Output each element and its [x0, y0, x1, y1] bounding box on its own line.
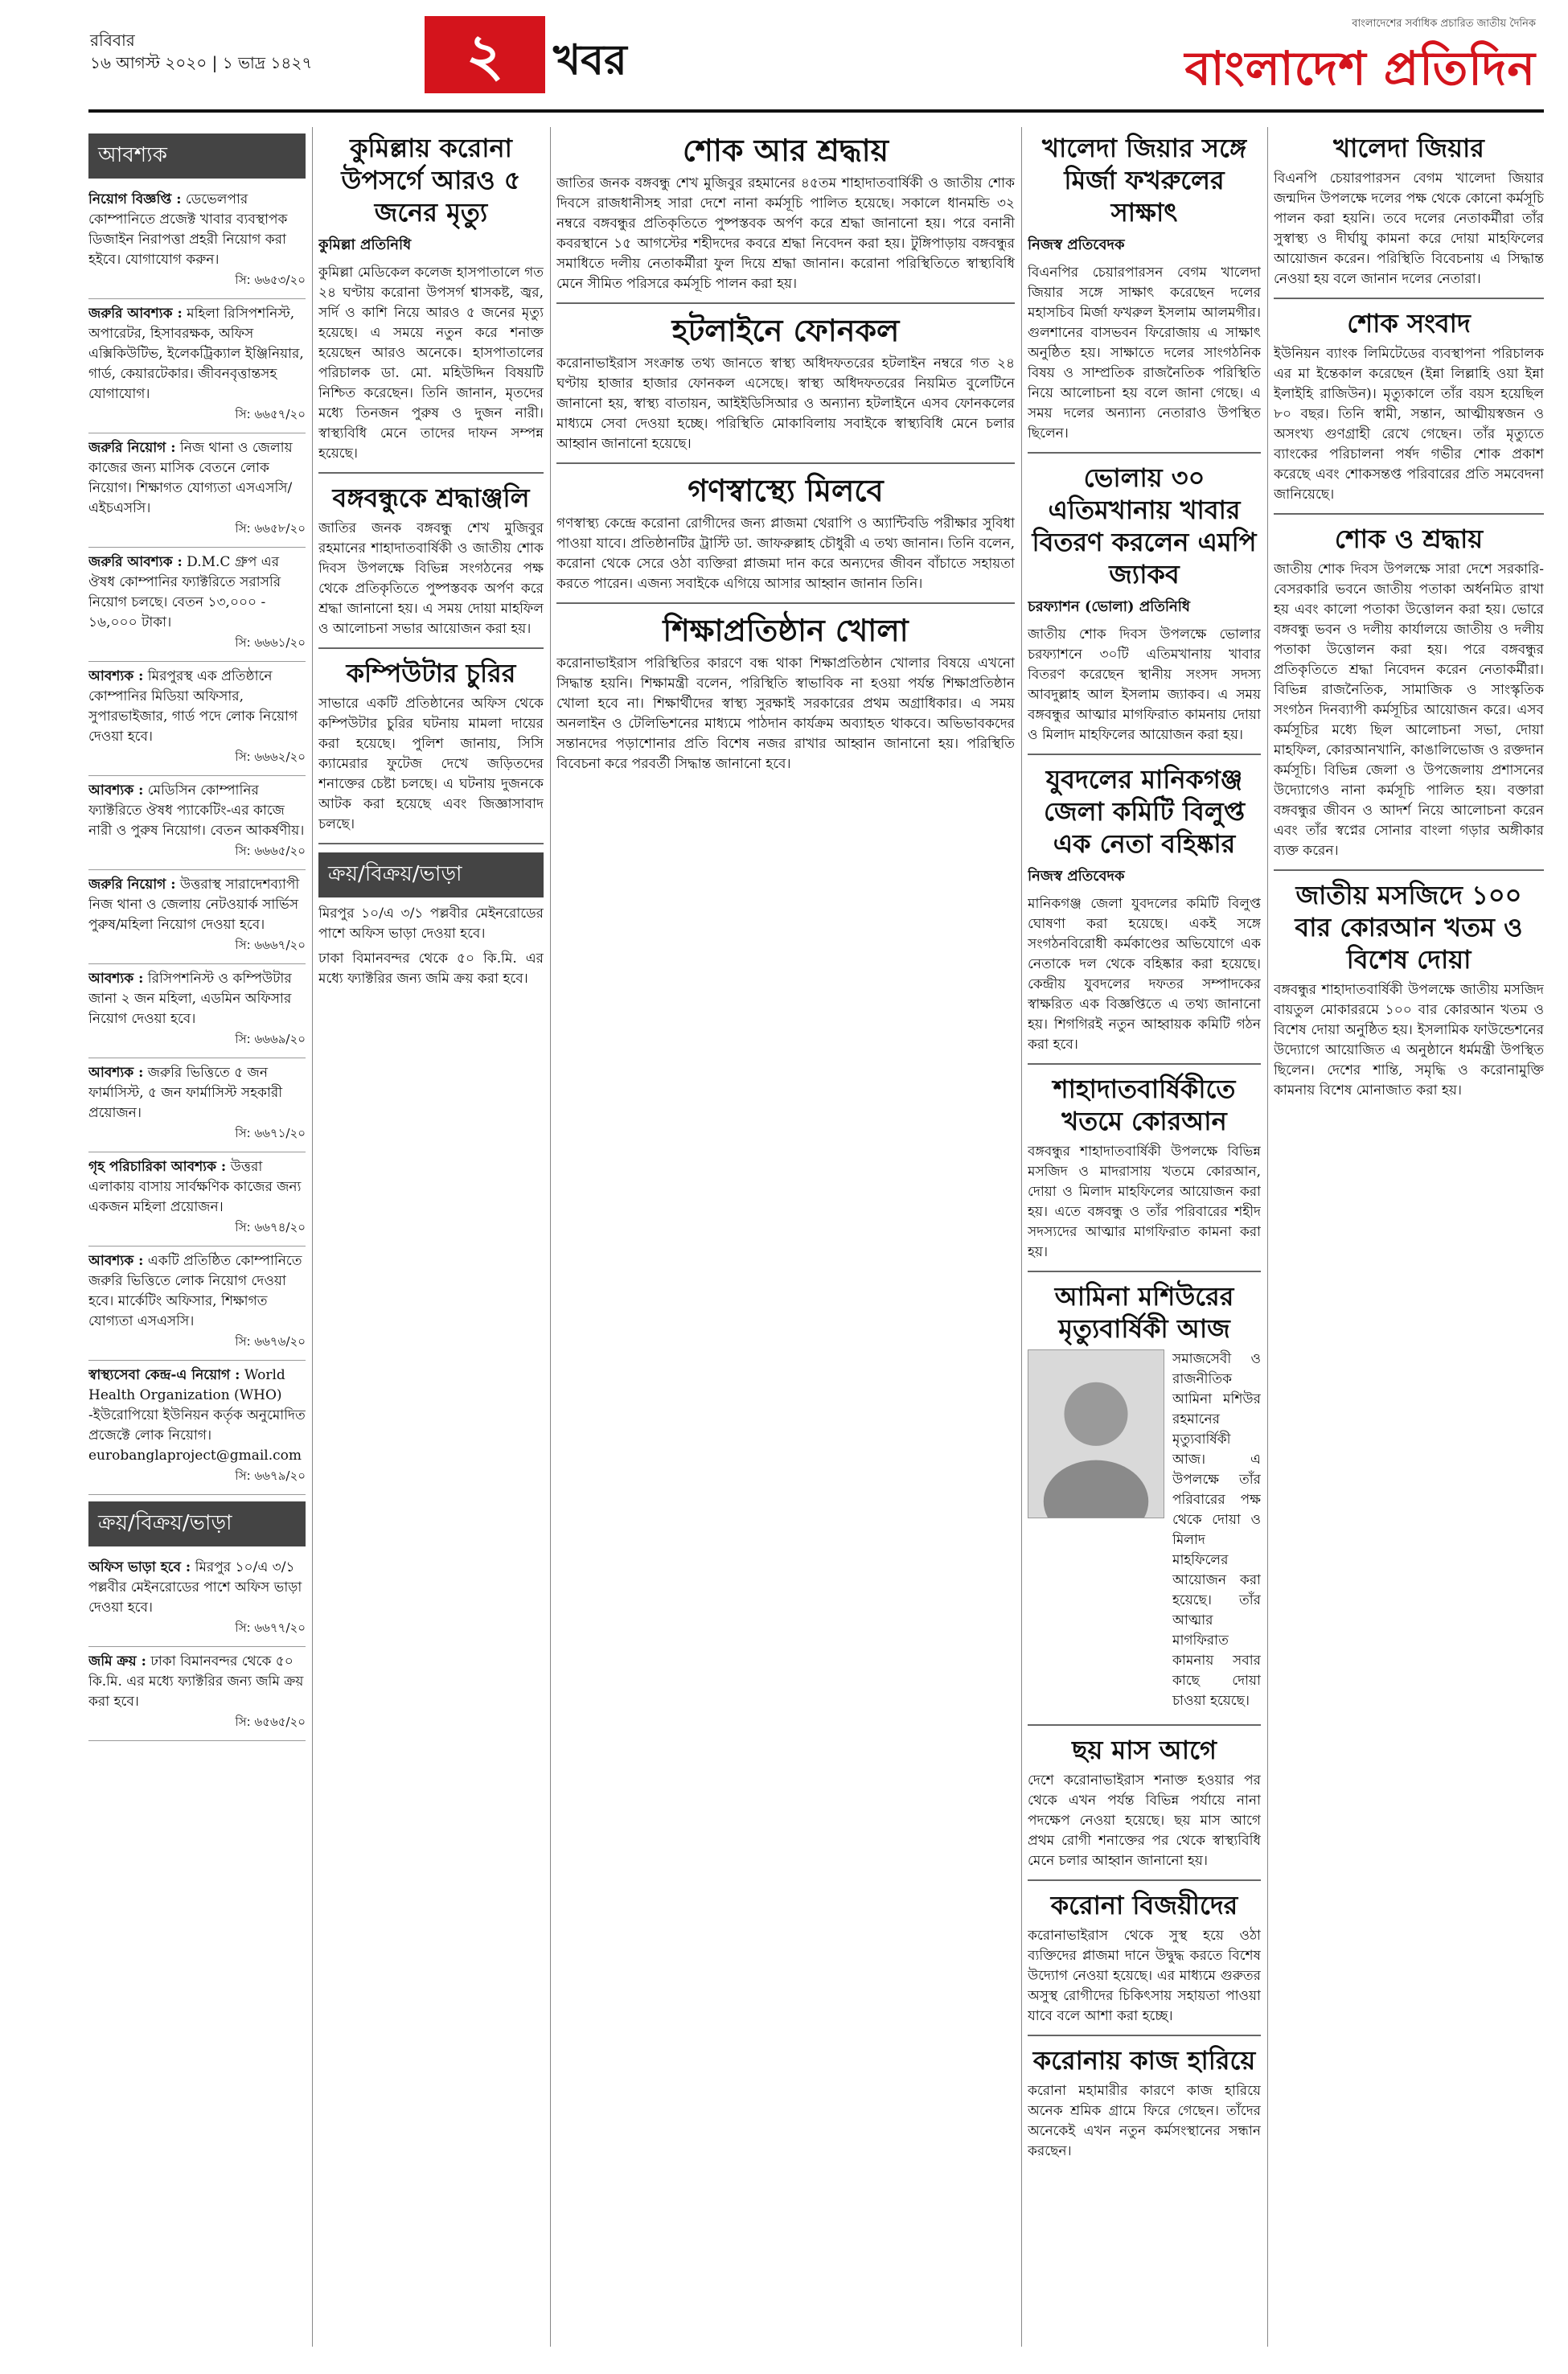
ad-text: ঢাকা বিমানবন্দর থেকে ৫০ কি.মি. এর মধ্যে ফ্যাক্টরির জন্য জমি ক্রয় করা হবে। — [88, 1653, 304, 1710]
hotline-headline: হটলাইনে ফোনকল — [671, 313, 900, 348]
ad-lead: জরুরি আবশ্যক : — [88, 306, 183, 322]
winners-headline: করোনা বিজয়ীদের — [1050, 1890, 1238, 1920]
hotline-body: করোনাভাইরাস সংক্রান্ত তথ্য জানতে স্বাস্থ্য অধিদফতরের হটলাইন নম্বরে গত ২৪ ঘণ্টায় হাজার হাজার ফোনকল এসেছে। স্বাস্থ্য অধিদফতরের নিয়মিত বুলেটিনে জানানো হয়, স্বাস্থ্য বাতায়ন, আইইডিসিআর ও অন্যান্য হটলাইনে এসব ফোনকলের মাধ্যমে সেবা দেওয়া হচ্ছে। পরিস্থিতি মোকাবিলায় সবাইকে স্বাস্থ্যবিধি মেনে চলার আহ্বান জানানো হয়েছে। — [556, 355, 1015, 452]
masthead — [0, 0, 1568, 121]
ad-lead: অফিস ভাড়া হবে : — [88, 1559, 191, 1575]
ad-ref: সি: ৬৬৭১/২০ — [235, 1126, 306, 1140]
ad-text: মহিলা রিসিপশনিস্ট, অপারেটর, হিসাবরক্ষক, অফিস এক্সিকিউটিভ, ইলেকট্রিক্যাল ইঞ্জিনিয়ার, গার্ড, কেয়ারটেকার। জীবনবৃত্তান্তসহ যোগাযোগ। — [88, 306, 304, 402]
computer-headline: কম্পিউটার চুরির — [346, 658, 516, 688]
ad-text: নিজ থানা ও জেলায় কাজের জন্য মাসিক বেতনে লোক নিয়োগ। শিক্ষাগত যোগ্যতা এসএসসি/এইচএসসি। — [88, 440, 293, 516]
education-body: করোনাভাইরাস পরিস্থিতির কারণে বন্ধ থাকা শিক্ষাপ্রতিষ্ঠান খোলার বিষয়ে এখনো সিদ্ধান্ত হয়নি। শিক্ষামন্ত্রী বলেন, পরিস্থিতি স্বাভাবিক না হওয়া পর্যন্ত শিক্ষাপ্রতিষ্ঠান খোলা হবে না। শিক্ষার্থীদের স্বাস্থ্য সুরক্ষাই সরকারের প্রথম অগ্রাধিকার। এ সময় অনলাইন ও টেলিভিশনের মাধ্যমে পাঠদান কার্যক্রম অব্যাহত থাকবে। অভিভাবকদের সন্তানদের পড়াশোনার প্রতি বিশেষ নজর রাখার আহ্বান জানানো হয়। পরিস্থিতি বিবেচনা করে পরবর্তী সিদ্ধান্ত জানানো হবে। — [556, 655, 1015, 772]
ad-lead: আবশ্যক : — [88, 668, 144, 684]
column-6 — [1274, 127, 1544, 2347]
column-3 — [556, 127, 1015, 2347]
ad-ref: সি: ৬৬৫৩/২০ — [235, 273, 306, 287]
classified-ad — [88, 662, 306, 776]
job-loss-body: করোনা মহামারীর কারণে কাজ হারিয়ে অনেক শ্রমিক গ্রামে ফিরে গেছেন। তাঁদের অনেকেই এখন নতুন কর্মসংস্থানের সন্ধান করছেন। — [1028, 2083, 1261, 2159]
buysell-note: মিরপুর ১০/এ ৩/১ পল্লবীর মেইনরোডের পাশে অফিস ভাড়া দেওয়া হবে। — [318, 906, 544, 942]
classifieds-heading: আবশ্যক — [88, 133, 306, 179]
khaleda-headline: খালেদা জিয়ার — [1333, 133, 1484, 163]
condolence-headline: শোক সংবাদ — [1347, 308, 1471, 339]
portrait-photo — [1028, 1349, 1164, 1518]
covid-byline: কুমিল্লা প্রতিনিধি — [318, 236, 412, 253]
ad-lead: জরুরি নিয়োগ : — [88, 877, 176, 893]
page-number: ২ — [425, 16, 545, 93]
logo-name: বাংলাদেশ প্রতিদিন — [1184, 41, 1536, 96]
buysell-list — [88, 1553, 306, 1741]
ad-lead: আবশ্যক : — [88, 971, 144, 987]
khaleda-meet-body: বিএনপির চেয়ারপারসন বেগম খালেদা জিয়ার সঙ্গে সাক্ষাৎ করেছেন দলের মহাসচিব মির্জা ফখরুল ইসলাম আলমগীর। গুলশানের বাসভবন ফিরোজায় এ সাক্ষাৎ অনুষ্ঠিত হয়। সাক্ষাতে দলের সাংগঠনিক বিষয় ও সাম্প্রতিক রাজনৈতিক পরিস্থিতি নিয়ে আলোচনা হয় বলে জানা গেছে। এ সময় দলের অন্যান্য নেতারাও উপস্থিত ছিলেন। — [1028, 265, 1261, 442]
classified-ad — [88, 1647, 306, 1741]
job-loss-headline: করোনায় কাজ হারিয়ে — [1032, 2045, 1256, 2076]
ad-lead: জরুরি আবশ্যক : — [88, 554, 183, 570]
classifieds-column — [88, 127, 306, 2347]
classified-ad — [88, 299, 306, 433]
divider — [1028, 1063, 1261, 1065]
divider — [318, 843, 544, 844]
quran-body: বঙ্গবন্ধুর শাহাদাতবার্ষিকী উপলক্ষে জাতীয় মসজিদ বায়তুল মোকাররমে ১০০ বার কোরআন খতম ও বিশেষ দোয়া অনুষ্ঠিত হয়। ইসলামিক ফাউন্ডেশনের উদ্যোগে আয়োজিত এ অনুষ্ঠানে ধর্মমন্ত্রী উপস্থিত ছিলেন। দেশের শান্তি, সমৃদ্ধি ও করোনামুক্তি কামনায় বিশেষ মোনাজাত করা হয়। — [1274, 982, 1544, 1099]
column-divider — [312, 127, 313, 2347]
classified-ad — [88, 1247, 306, 1361]
column-divider — [550, 127, 551, 2347]
divider — [1028, 754, 1261, 755]
divider — [1028, 1724, 1261, 1726]
divider — [1274, 298, 1544, 299]
plasma-body: গণস্বাস্থ্য কেন্দ্রে করোনা রোগীদের জন্য প্লাজমা থেরাপি ও অ্যান্টিবডি পরীক্ষার সুবিধা পাওয়া যাবে। প্রতিষ্ঠানটির ট্রাস্টি ডা. জাফরুল্লাহ চৌধুরী এ তথ্য জানান। তিনি বলেন, করোনা থেকে সেরে ওঠা ব্যক্তিরা প্লাজমা দান করে অন্যদের জীবন বাঁচাতে সহায়তা করতে পারেন। এজন্য সবাইকে এগিয়ে আসার আহ্বান জানান তিনি। — [556, 515, 1015, 592]
divider — [556, 462, 1015, 464]
divider — [318, 472, 544, 474]
section-title: খবর — [553, 36, 627, 84]
logo-tagline: বাংলাদেশের সর্বাধিক প্রচারিত জাতীয় দৈনিক — [1352, 18, 1536, 30]
quran-headline: জাতীয় মসজিদে ১০০ বার কোরআন খতম ও বিশেষ দোয়া — [1295, 880, 1523, 975]
ad-text: একটি প্রতিষ্ঠিত কোম্পানিতে জরুরি ভিত্তিতে লোক নিয়োগ দেওয়া হবে। মার্কেটিং অফিসার, শিক্ষাগত যোগ্যতা এসএসসি। — [88, 1253, 302, 1329]
classified-ad — [88, 964, 306, 1058]
jubodal-headline: যুবদলের মানিকগঞ্জ জেলা কমিটি বিলুপ্ত এক নেতা বহিষ্কার — [1043, 764, 1246, 859]
classified-ad — [88, 185, 306, 299]
ad-ref: সি: ৬৬৬১/২০ — [235, 635, 306, 650]
ad-text: World Health Organization (WHO) -ইউরোপিয়ো ইউনিয়ন কর্তৃক অনুমোদিত প্রজেক্টে লোক নিয়োগ। eurobanglaproject@gmail.com — [88, 1367, 306, 1464]
divider — [1274, 869, 1544, 871]
mourning-headline: শোক আর শ্রদ্ধায় — [682, 133, 889, 168]
condolence-body: ইউনিয়ন ব্যাংক লিমিটেডের ব্যবস্থাপনা পরিচালক এর মা ইন্তেকাল করেছেন (ইন্না লিল্লাহি ওয়া ইন্না ইলাইহি রাজিউন)। মৃত্যুকালে তাঁর বয়স হয়েছিল ৮০ বছর। তিনি স্বামী, সন্তান, আত্মীয়স্বজন ও অসংখ্য গুণগ্রাহী রেখে গেছেন। তাঁর মৃত্যুতে ব্যাংকের পরিচালনা পর্ষদ গভীর শোক প্রকাশ করেছে এবং শোকসন্তপ্ত পরিবারের প্রতি সমবেদনা জানিয়েছে। — [1274, 346, 1544, 503]
column-divider — [1267, 127, 1268, 2347]
jacob-headline: ভোলায় ৩০ এতিমখানায় খাবার বিতরণ করলেন এমপি জ্যাকব — [1032, 462, 1257, 589]
classified-ad — [88, 1058, 306, 1152]
ad-ref: সি: ৬৬৭৪/২০ — [235, 1220, 306, 1234]
covid-headline: কুমিল্লায় করোনা উপসর্গে আরও ৫ জনের মৃত্যু — [341, 133, 521, 228]
masthead-rule — [88, 109, 1544, 113]
classified-ad — [88, 433, 306, 548]
issue-date: রবিবার ১৬ আগস্ট ২০২০ | ১ ভাদ্র ১৪২৭ — [90, 31, 313, 72]
mourning-2-body: জাতীয় শোক দিবস উপলক্ষে সারা দেশে সরকারি-বেসরকারি ভবনে জাতীয় পতাকা অর্ধনমিত রাখা হয় এবং কালো পতাকা উত্তোলন করা হয়। ভোরে বঙ্গবন্ধু ভবন ও দলীয় কার্যালয়ে জাতীয় ও দলীয় পতাকা উত্তোলন করা হয়। পরে বঙ্গবন্ধুর প্রতিকৃতিতে শ্রদ্ধা নিবেদন করেন নেতাকর্মীরা। বিভিন্ন রাজনৈতিক, সামাজিক ও সাংস্কৃতিক সংগঠন দিনব্যাপী কর্মসূচির আয়োজন করে। এসব কর্মসূচির মধ্যে ছিল আলোচনা সভা, দোয়া মাহফিল, কোরআনখানি, কাঙালিভোজ ও রক্তদান কর্মসূচি। বিভিন্ন জেলা ও উপজেলায় প্রশাসনের উদ্যোগেও নানা কর্মসূচি পালিত হয়। বক্তারা বঙ্গবন্ধুর জীবন ও আদর্শ নিয়ে আলোচনা করেন এবং তাঁর স্বপ্নের সোনার বাংলা গড়ার অঙ্গীকার ব্যক্ত করেন। — [1274, 561, 1544, 859]
jubodal-body: মানিকগঞ্জ জেলা যুবদলের কমিটি বিলুপ্ত ঘোষণা করা হয়েছে। একই সঙ্গে সংগঠনবিরোধী কর্মকাণ্ডের অভিযোগে এক নেতাকে দল থেকে বহিষ্কার করা হয়েছে। কেন্দ্রীয় যুবদলের দফতর সম্পাদকের স্বাক্ষরিত এক বিজ্ঞপ্তিতে এ তথ্য জানানো হয়। শিগগিরই নতুন আহ্বায়ক কমিটি গঠন করা হবে। — [1028, 896, 1261, 1053]
ad-text: ডেভেলপার কোম্পানিতে প্রজেক্ট খাবার ব্যবস্থাপক ডিজাইন নিরাপত্তা প্রহরী নিয়োগ করা হইবে। যোগাযোগ করুন। — [88, 191, 288, 268]
classified-ad — [88, 776, 306, 870]
classified-ad — [88, 1361, 306, 1495]
ad-text: জরুরি ভিত্তিতে ৫ জন ফার্মাসিস্ট, ৫ জন ফার্মাসিস্ট সহকারী প্রয়োজন। — [88, 1065, 283, 1121]
divider — [1028, 1271, 1261, 1272]
classified-list — [88, 185, 306, 1495]
buysell-note-2: ঢাকা বিমানবন্দর থেকে ৫০ কি.মি. এর মধ্যে ফ্যাক্টরির জন্য জমি ক্রয় করা হবে। — [318, 951, 544, 987]
divider — [1028, 2035, 1261, 2036]
divider — [556, 302, 1015, 304]
ad-ref: সি: ৬৬৬৯/২০ — [235, 1032, 306, 1046]
ad-ref: সি: ৬৬৫৭/২০ — [235, 407, 306, 421]
obituary-headline: আমিনা মশিউরের মৃত্যুবার্ষিকী আজ — [1054, 1281, 1234, 1344]
jacob-byline: চরফ্যাশন (ভোলা) প্রতিনিধি — [1028, 598, 1190, 615]
column-5 — [1028, 127, 1261, 2347]
ad-text: মিরপুরস্থ এক প্রতিষ্ঠানে কোম্পানির মিডিয়া অফিসার, সুপারভাইজার, গার্ড পদে লোক নিয়োগ দেওয়া হবে। — [88, 668, 298, 745]
ad-ref: সি: ৬৬৬২/২০ — [235, 750, 306, 764]
divider — [1274, 513, 1544, 515]
ad-lead: নিয়োগ বিজ্ঞপ্তি : — [88, 191, 182, 207]
divider — [318, 647, 544, 649]
classified-ad — [88, 1152, 306, 1247]
computer-body: সাভারে একটি প্রতিষ্ঠানের অফিস থেকে কম্পিউটার চুরির ঘটনায় মামলা দায়ের করা হয়েছে। পুলিশ জানায়, সিসি ক্যামেরার ফুটেজ দেখে জড়িতদের শনাক্তের চেষ্টা চলছে। এ ঘটনায় দুজনকে আটক করা হয়েছে এবং জিজ্ঞাসাবাদ চলছে। — [318, 696, 544, 832]
ad-lead: আবশ্যক : — [88, 1253, 144, 1269]
ad-lead: আবশ্যক : — [88, 1065, 144, 1081]
classified-ad — [88, 870, 306, 964]
ad-ref: সি: ৬৬৬৫/২০ — [235, 844, 306, 858]
divider — [1028, 1879, 1261, 1881]
khaleda-meet-headline: খালেদা জিয়ার সঙ্গে মির্জা ফখরুলের সাক্ষাৎ — [1041, 133, 1247, 228]
buysell-heading: ক্রয়/বিক্রয়/ভাড়া — [88, 1501, 306, 1546]
winners-body: করোনাভাইরাস থেকে সুস্থ হয়ে ওঠা ব্যক্তিদের প্লাজমা দানে উদ্বুদ্ধ করতে বিশেষ উদ্যোগ নেওয়া হয়েছে। এর মাধ্যমে গুরুতর অসুস্থ রোগীদের চিকিৎসায় সহায়তা পাওয়া যাবে বলে আশা করা হচ্ছে। — [1028, 1928, 1261, 2024]
ad-text: মেডিসিন কোম্পানির ফ্যাক্টরিতে ঔষধ প্যাকেটিং-এর কাজে নারী ও পুরুষ নিয়োগ। বেতন আকর্ষণীয়। — [88, 782, 305, 839]
khatme-body: বঙ্গবন্ধুর শাহাদাতবার্ষিকী উপলক্ষে বিভিন্ন মসজিদ ও মাদরাসায় খতমে কোরআন, দোয়া ও মিলাদ মাহফিলের আয়োজন করা হয়। এতে বঙ্গবন্ধু ও তাঁর পরিবারের শহীদ সদস্যদের আত্মার মাগফিরাত কামনা করা হয়। — [1028, 1144, 1261, 1260]
mourning-2-headline: শোক ও শ্রদ্ধায় — [1334, 524, 1484, 554]
obituary-body: সমাজসেবী ও রাজনীতিক আমিনা মশিউর রহমানের মৃত্যুবার্ষিকী আজ। এ উপলক্ষে তাঁর পরিবারের পক্ষ থেকে দোয়া ও মিলাদ মাহফিলের আয়োজন করা হয়েছে। তাঁর আত্মার মাগফিরাত কামনায় সবার কাছে দোয়া চাওয়া হয়েছে। — [1172, 1351, 1261, 1709]
covid-body: কুমিল্লা মেডিকেল কলেজ হাসপাতালে গত ২৪ ঘণ্টায় করোনা উপসর্গ শ্বাসকষ্ট, জ্বর, সর্দি ও কাশি নিয়ে আরও ৫ জনের মৃত্যু হয়েছে। এ সময়ে নতুন করে শনাক্ত হয়েছেন আরও অনেকে। হাসপাতালের পরিচালক ডা. মো. মহিউদ্দিন বিষয়টি নিশ্চিত করেছেন। তিনি জানান, মৃতদের মধ্যে তিনজন পুরুষ ও দুজন নারী। স্বাস্থ্যবিধি মেনে তাদের দাফন সম্পন্ন হয়েছে। — [318, 265, 544, 462]
ad-ref: সি: ৬৬৭৯/২০ — [235, 1468, 306, 1483]
plasma-headline: গণস্বাস্থ্যে মিলবে — [688, 473, 884, 508]
six-months-body: দেশে করোনাভাইরাস শনাক্ত হওয়ার পর থেকে এখন পর্যন্ত বিভিন্ন পর্যায়ে নানা পদক্ষেপ নেওয়া হয়েছে। ছয় মাস আগে প্রথম রোগী শনাক্তের পর থেকে স্বাস্থ্যবিধি মেনে চলার আহ্বান জানানো হয়। — [1028, 1772, 1261, 1869]
divider — [1028, 452, 1261, 454]
ad-text: রিসিপশনিস্ট ও কম্পিউটার জানা ২ জন মহিলা, এডমিন অফিসার নিয়োগ দেওয়া হবে। — [88, 971, 292, 1027]
newspaper-logo — [1185, 16, 1536, 111]
six-months-headline: ছয় মাস আগে — [1072, 1735, 1217, 1765]
ad-ref: সি: ৬৫৬৫/২০ — [235, 1715, 306, 1729]
tribute-body: জাতির জনক বঙ্গবন্ধু শেখ মুজিবুর রহমানের শাহাদাতবার্ষিকী ও জাতীয় শোক দিবস উপলক্ষে বিভিন্ন সংগঠনের পক্ষ থেকে প্রতিকৃতিতে পুষ্পস্তবক অর্পণ করে শ্রদ্ধা জানানো হয়। এ সময় দোয়া মাহফিল ও আলোচনা সভার আয়োজন করা হয়। — [318, 520, 544, 637]
mourning-body: জাতির জনক বঙ্গবন্ধু শেখ মুজিবুর রহমানের ৪৫তম শাহাদাতবার্ষিকী ও জাতীয় শোক দিবসে রাজধানীসহ সারা দেশে নানা কর্মসূচি পালিত হয়েছে। সকালে ধানমন্ডি ৩২ নম্বরে বঙ্গবন্ধুর প্রতিকৃতিতে পুষ্পস্তবক অর্পণ করে শ্রদ্ধা জানানো হয়। পরে বনানী কবরস্থানে ১৫ আগস্টের শহীদদের কবরে শ্রদ্ধা নিবেদন করা হয়। টুঙ্গিপাড়ায় বঙ্গবন্ধুর সমাধিতে দলীয় নেতাকর্মীরা ফুল দিয়ে শ্রদ্ধা জানান। করোনা পরিস্থিতিতে স্বাস্থ্যবিধি মেনে সীমিত পরিসরে কর্মসূচি পালন করা হয়। — [556, 175, 1015, 292]
column-divider — [1021, 127, 1022, 2347]
ad-ref: সি: ৬৬৫৮/২০ — [235, 521, 306, 536]
jubodal-byline: নিজস্ব প্রতিবেদক — [1028, 868, 1125, 885]
ad-lead: স্বাস্থ্যসেবা কেন্দ্র-এ নিয়োগ : — [88, 1367, 240, 1383]
ad-lead: আবশ্যক : — [88, 782, 144, 799]
tribute-headline: বঙ্গবন্ধুকে শ্রদ্ধাঞ্জলি — [332, 483, 530, 513]
portrait-icon — [1028, 1350, 1164, 1518]
ad-ref: সি: ৬৬৭৬/২০ — [235, 1334, 306, 1349]
ad-ref: সি: ৬৬৬৭/২০ — [235, 938, 306, 952]
classified-ad — [88, 548, 306, 662]
ad-text: D.M.C গ্রুপ এর ঔষধ কোম্পানির ফ্যাক্টরিতে সরাসরি নিয়োগ চলছে। বেতন ১৩,০০০ - ১৬,০০০ টাকা। — [88, 554, 281, 630]
khaleda-meet-byline: নিজস্ব প্রতিবেদক — [1028, 236, 1125, 253]
column-2 — [318, 127, 544, 2347]
obituary-block — [1028, 1349, 1261, 1716]
jacob-body: জাতীয় শোক দিবস উপলক্ষে ভোলার চরফ্যাশনে ৩০টি এতিমখানায় খাবার বিতরণ করেছেন স্থানীয় সংসদ সদস্য আবদুল্লাহ আল ইসলাম জ্যাকব। এ সময় বঙ্গবন্ধুর আত্মার মাগফিরাত কামনায় দোয়া ও মিলাদ মাহফিলের আয়োজন করা হয়। — [1028, 626, 1261, 743]
ad-text: উত্তরা এলাকায় বাসায় সার্বক্ষণিক কাজের জন্য একজন মহিলা প্রয়োজন। — [88, 1159, 302, 1215]
ad-text: মিরপুর ১০/এ ৩/১ পল্লবীর মেইনরোডের পাশে অফিস ভাড়া দেওয়া হবে। — [88, 1559, 302, 1616]
ad-ref: সি: ৬৬৭৭/২০ — [235, 1620, 306, 1635]
education-headline: শিক্ষাপ্রতিষ্ঠান খোলা — [663, 613, 909, 648]
ad-text: উত্তরাস্থ সারাদেশব্যাপী নিজ থানা ও জেলায় নেটওয়ার্ক সার্ভিস পুরুষ/মহিলা নিয়োগ দেওয়া হবে। — [88, 877, 300, 933]
ad-lead: জমি ক্রয় : — [88, 1653, 146, 1670]
classified-ad — [88, 1553, 306, 1647]
khaleda-body: বিএনপি চেয়ারপারসন বেগম খালেদা জিয়ার জন্মদিন উপলক্ষে দলের পক্ষ থেকে কোনো কর্মসূচি পালন করা হয়নি। তবে দলের নেতাকর্মীরা তাঁর সুস্বাস্থ্য ও দীর্ঘায়ু কামনা করে দোয়া মাহফিলের আয়োজন করেন। পরিস্থিতি বিবেচনায় এ সিদ্ধান্ত নেওয়া হয় বলে জানান দলের নেতারা। — [1274, 170, 1544, 287]
buysell-heading-2: ক্রয়/বিক্রয়/ভাড়া — [318, 852, 544, 897]
ad-lead: গৃহ পরিচারিকা আবশ্যক : — [88, 1159, 227, 1175]
ad-lead: জরুরি নিয়োগ : — [88, 440, 176, 456]
khatme-headline: শাহাদাতবার্ষিকীতে খতমে কোরআন — [1053, 1074, 1236, 1136]
divider — [556, 602, 1015, 604]
